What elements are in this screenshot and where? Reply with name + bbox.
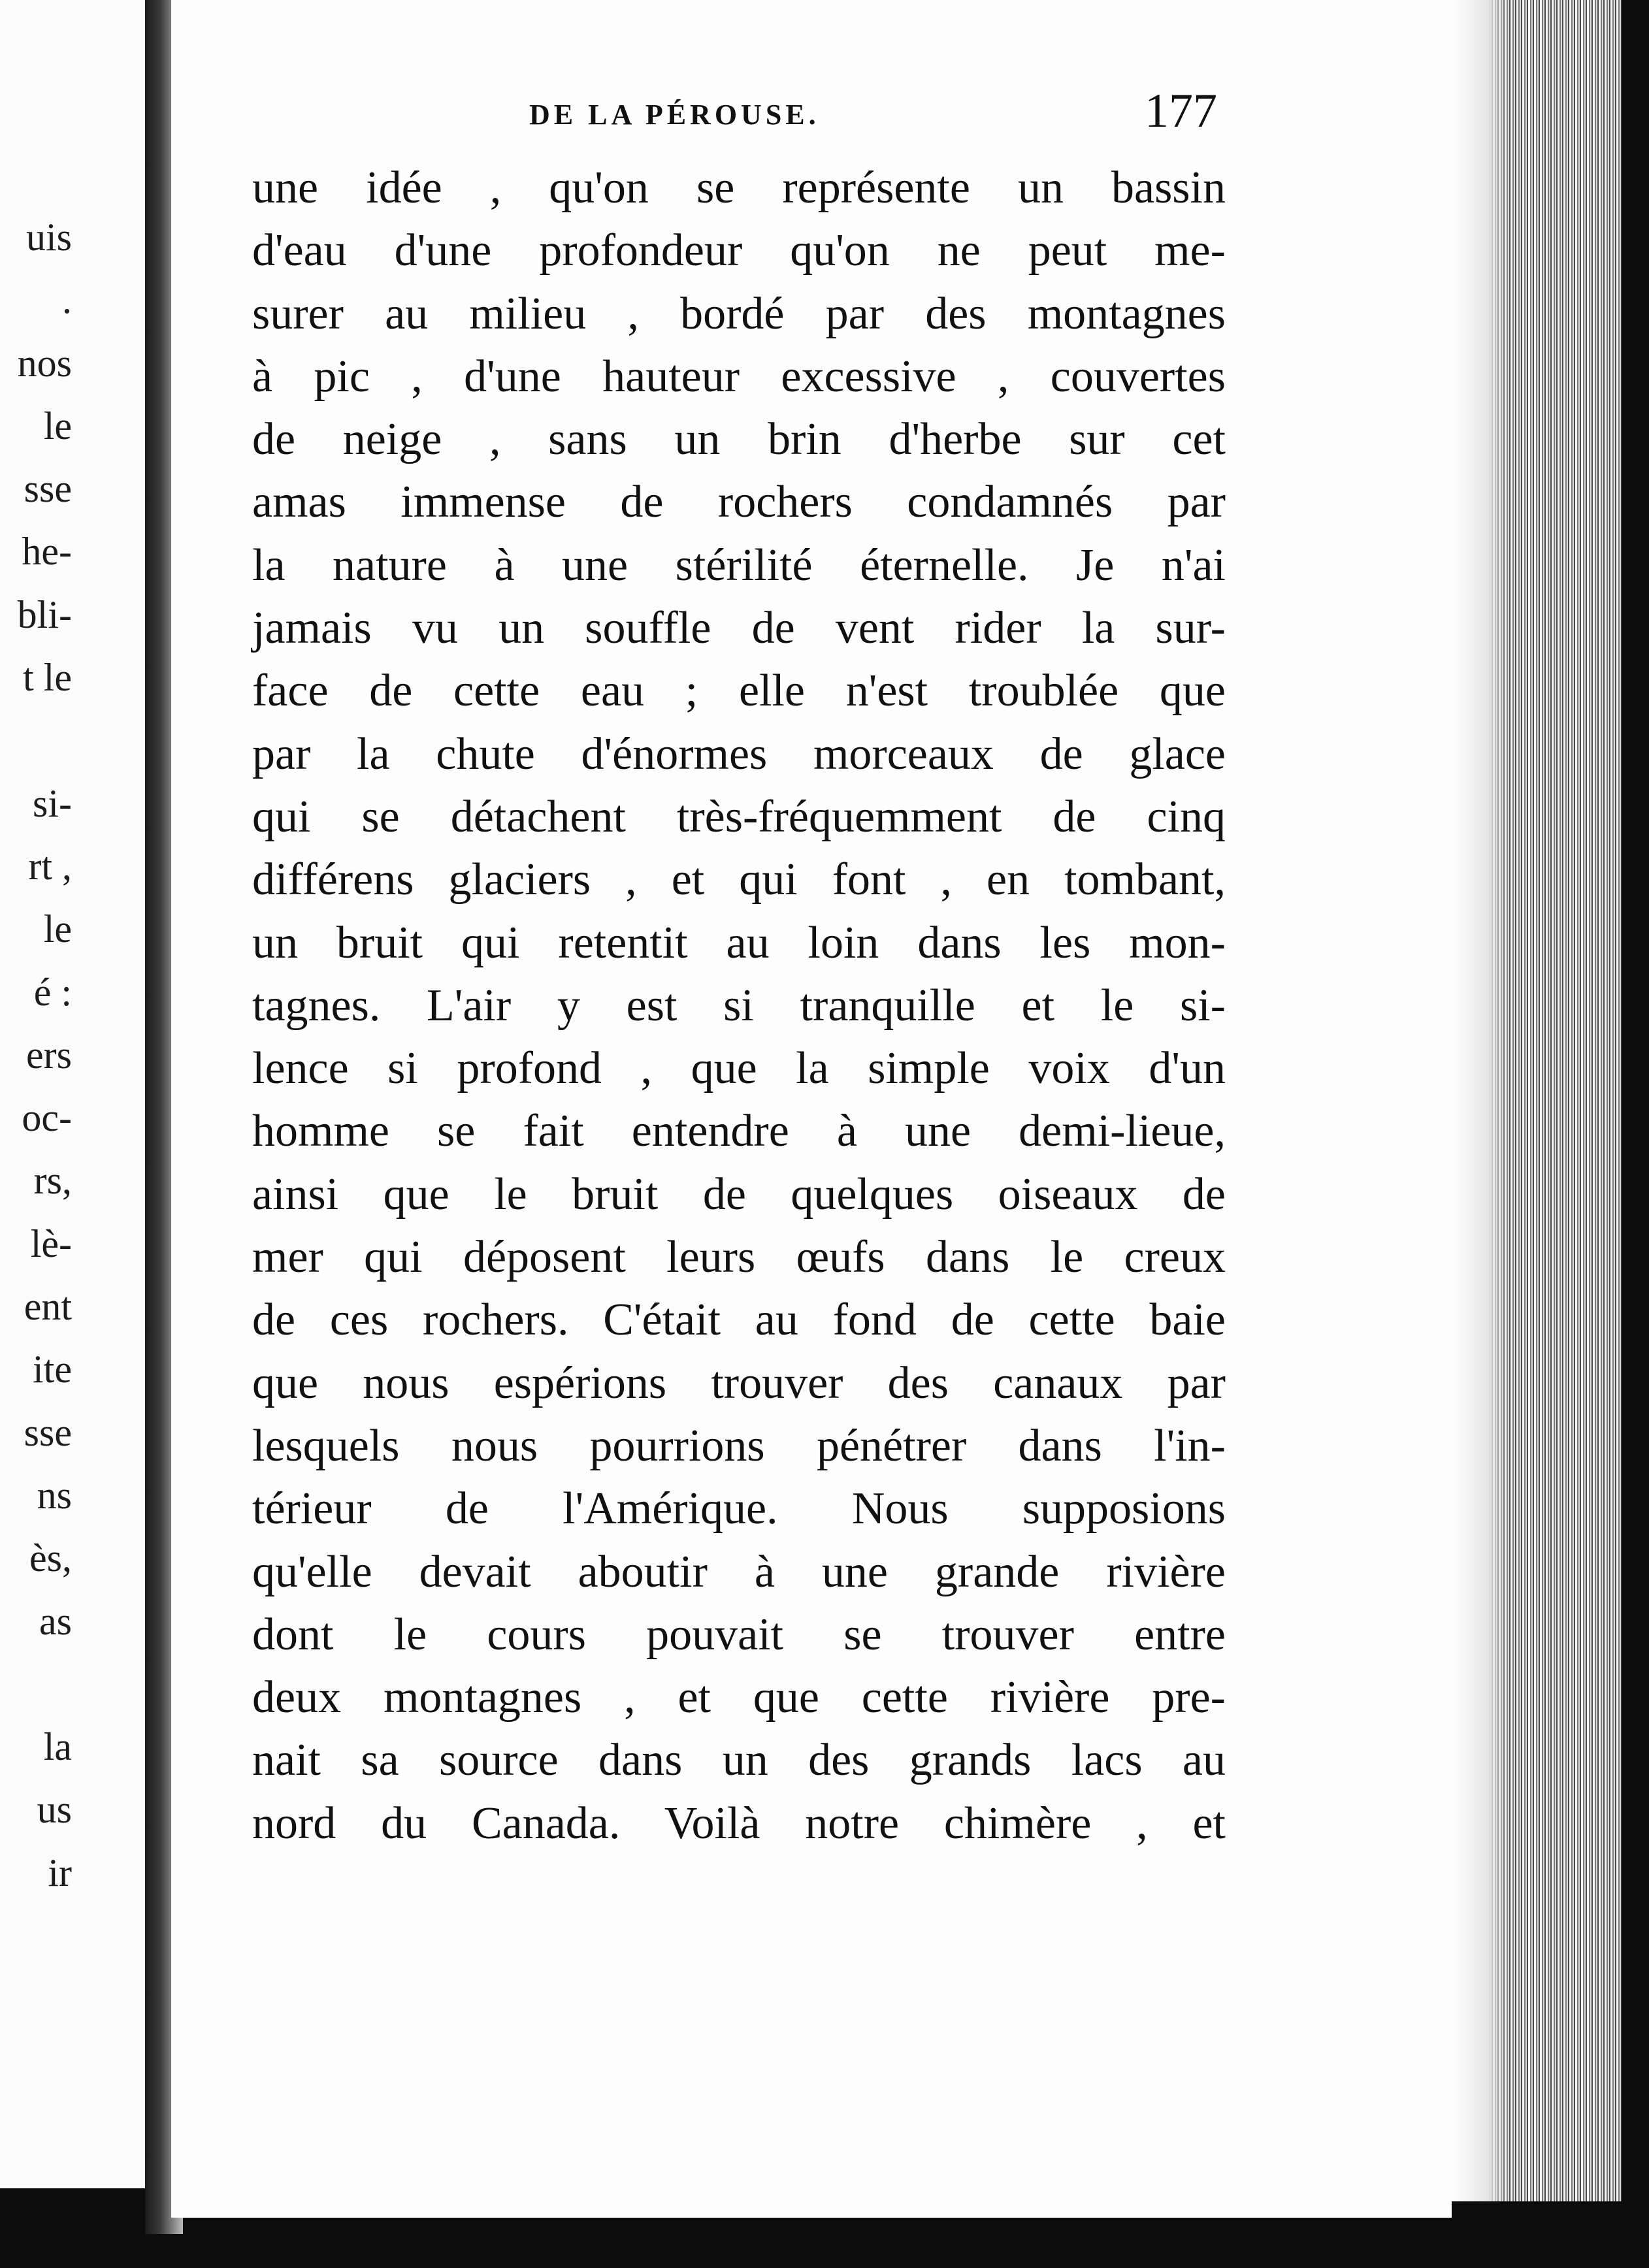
left-fragment-line: bli- bbox=[17, 592, 72, 636]
left-fragment-line: ite bbox=[33, 1348, 72, 1391]
text-line: surer au milieu , bordé par des montagnes bbox=[252, 288, 1226, 339]
text-line: dont le cours pouvait se trouver entre bbox=[252, 1609, 1226, 1660]
text-line: face de cette eau ; elle n'est troublée que bbox=[252, 666, 1226, 717]
running-head: DE LA PÉROUSE. bbox=[529, 99, 820, 131]
page-number: 177 bbox=[1145, 84, 1217, 138]
left-fragment-line: sse bbox=[24, 1410, 72, 1454]
left-fragment-line bbox=[0, 709, 72, 771]
text-line: d'eau d'une profondeur qu'on ne peut me- bbox=[252, 225, 1226, 276]
text-line: homme se fait entendre à une demi-lieue, bbox=[252, 1106, 1226, 1157]
text-line: par la chute d'énormes morceaux de glace bbox=[252, 728, 1226, 779]
left-fragment-line: ès, bbox=[29, 1536, 72, 1580]
text-line: amas immense de rochers condamnés par bbox=[252, 477, 1226, 528]
left-fragment-line: as bbox=[39, 1599, 72, 1643]
text-line: une idée , qu'on se représente un bassin bbox=[252, 163, 1226, 213]
text-line: la nature à une stérilité éternelle. Je n'ai bbox=[252, 540, 1226, 591]
text-line: différens glaciers , et qui font , en tombant, bbox=[252, 854, 1226, 905]
text-line: de ces rochers. C'était au fond de cette baie bbox=[252, 1295, 1226, 1346]
text-line: lesquels nous pourrions pénétrer dans l'in- bbox=[252, 1420, 1226, 1471]
left-fragment-line: ir bbox=[48, 1851, 72, 1894]
left-fragment-line bbox=[0, 1653, 72, 1715]
text-line: tagnes. L'air y est si tranquille et le si- bbox=[252, 980, 1226, 1031]
left-fragment-line: sse bbox=[24, 467, 72, 511]
left-fragment-line: ns bbox=[37, 1473, 72, 1517]
left-fragment-line: si- bbox=[33, 781, 72, 825]
text-line: que nous espérions trouver des canaux par bbox=[252, 1357, 1226, 1408]
text-line: un bruit qui retentit au loin dans les mon- bbox=[252, 917, 1226, 968]
left-page-text-fragments bbox=[0, 206, 72, 1904]
left-fragment-line: ers bbox=[26, 1033, 72, 1077]
text-line: ainsi que le bruit de quelques oiseaux de bbox=[252, 1169, 1226, 1220]
left-fragment-line: t le bbox=[23, 656, 72, 700]
text-line: mer qui déposent leurs œufs dans le creux bbox=[252, 1232, 1226, 1283]
left-fragment-line: le bbox=[43, 404, 72, 447]
text-line: qui se détachent très-fréquemment de cinq bbox=[252, 791, 1226, 842]
left-fragment-line: la bbox=[43, 1725, 72, 1769]
text-line: qu'elle devait aboutir à une grande rivière bbox=[252, 1546, 1226, 1597]
left-fragment-line: é : bbox=[33, 970, 72, 1014]
left-fragment-line: oc- bbox=[22, 1096, 72, 1140]
text-line: nord du Canada. Voilà notre chimère , et bbox=[252, 1798, 1226, 1849]
left-fragment-line: lè- bbox=[30, 1222, 72, 1265]
left-fragment-line: us bbox=[37, 1788, 72, 1832]
text-line: térieur de l'Amérique. Nous supposions bbox=[252, 1483, 1226, 1534]
left-fragment-line: uis bbox=[25, 216, 72, 259]
text-line: jamais vu un souffle de vent rider la sur- bbox=[252, 603, 1226, 654]
text-line: nait sa source dans un des grands lacs au bbox=[252, 1735, 1226, 1786]
text-line: à pic , d'une hauteur excessive , couvertes bbox=[252, 351, 1226, 402]
text-line: lence si profond , que la simple voix d'un bbox=[252, 1043, 1226, 1094]
left-fragment-line: rt , bbox=[28, 844, 72, 888]
left-fragment-line: he- bbox=[22, 530, 72, 574]
left-page bbox=[0, 0, 163, 2188]
left-fragment-line: le bbox=[43, 907, 72, 951]
left-fragment-line: nos bbox=[17, 341, 72, 385]
text-line: de neige , sans un brin d'herbe sur cet bbox=[252, 414, 1226, 465]
text-line: deux montagnes , et que cette rivière pre- bbox=[252, 1672, 1226, 1723]
body-text bbox=[252, 157, 1226, 1855]
left-fragment-line: rs, bbox=[33, 1159, 72, 1203]
left-fragment-line: ent bbox=[24, 1285, 72, 1329]
page-edge-highlight bbox=[1452, 0, 1510, 2201]
left-fragment-line: . bbox=[62, 278, 72, 322]
